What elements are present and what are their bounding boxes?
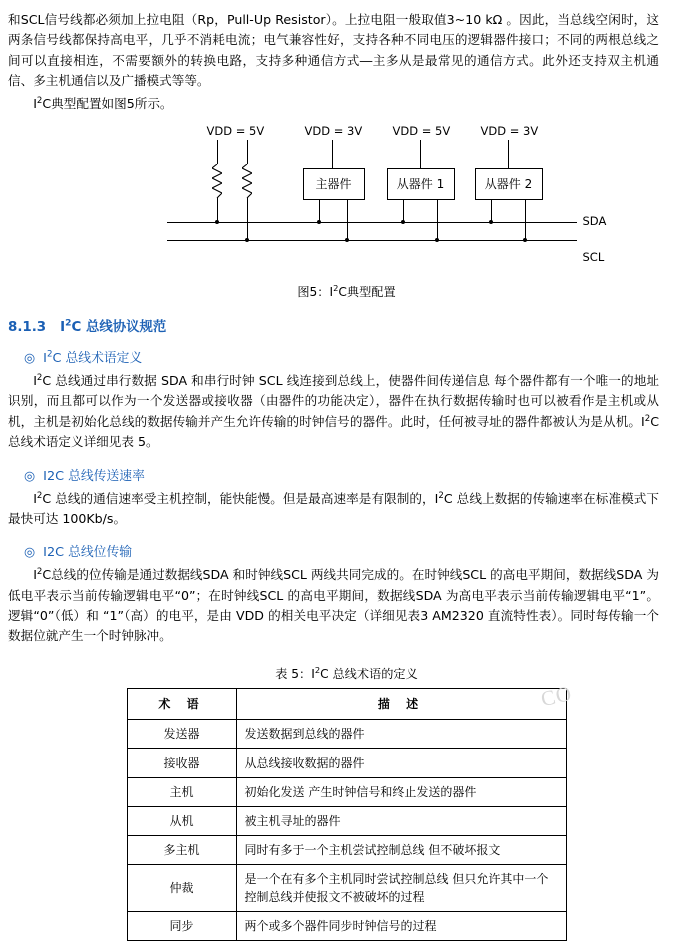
device-3-scl-line — [525, 199, 526, 240]
junction-dot-7 — [489, 220, 493, 224]
sub1-title-superscript: 2 — [46, 349, 53, 360]
sub1-title-suffix: C 总线术语定义 — [52, 350, 143, 366]
i2c-label-mid: C — [42, 95, 52, 111]
table-caption-suffix: C 总线术语的定义 — [320, 666, 418, 681]
table-header-term: 术 语 — [127, 688, 236, 719]
terms-table-wrapper — [127, 680, 575, 941]
table-row — [127, 748, 566, 777]
sub1-body-superscript: 2 — [36, 372, 43, 383]
subsection-body-bit-transfer — [8, 565, 659, 647]
supply-line-1 — [217, 140, 218, 164]
i2c-superscript: 2 — [36, 95, 43, 106]
table-cell-term: 发送器 — [127, 719, 236, 748]
sub2-title: I2C 总线传送速率 — [43, 468, 145, 484]
pullup-line-2 — [247, 198, 248, 240]
terms-table — [127, 688, 567, 941]
sub1-body-superscript-2: 2 — [644, 413, 651, 424]
table-cell-term: 同步 — [127, 911, 236, 940]
supply-line-3 — [332, 140, 333, 168]
supply-line-2 — [247, 140, 248, 164]
sub1-body-lead: I — [33, 372, 37, 388]
vdd-label-2: VDD = 3V — [304, 123, 363, 138]
device-box-slave-2: 从器件 2 — [475, 168, 543, 200]
table-row — [127, 911, 566, 940]
figure-caption-prefix: 图5：I — [297, 284, 334, 299]
sub2-body-tail: C 总线上数据的传输速率在标准模式下最快可达 100Kb/s。 — [8, 490, 659, 526]
junction-dot-4 — [345, 238, 349, 242]
subsection-heading-bit-transfer — [24, 541, 693, 560]
section-heading — [8, 316, 693, 335]
sub2-body-text: C 总线的通信速率受主机控制，能快能慢。但是最高速率是有限制的，I — [42, 490, 439, 506]
figure-reference-text: 典型配置如图5所示。 — [51, 95, 173, 111]
sub2-body-superscript-2: 2 — [438, 490, 444, 501]
table-cell-description: 被主机寻址的器件 — [236, 806, 566, 835]
table-row — [127, 835, 566, 864]
table-header-description: 描 述 — [236, 688, 566, 719]
section-title-suffix: C 总线协议规范 — [71, 319, 167, 335]
device-2-sda-line — [403, 199, 404, 222]
sub3-body-lead: I — [33, 567, 37, 583]
sda-bus-label: SDA — [582, 213, 607, 228]
sub1-title-prefix: I — [43, 350, 47, 366]
subsection-heading-terms — [24, 347, 693, 366]
table-cell-term: 多主机 — [127, 835, 236, 864]
figure-reference-line — [8, 94, 659, 114]
watermark-text: CO — [538, 680, 575, 712]
device-box-slave-1: 从器件 1 — [387, 168, 455, 200]
figure-i2c-typical-configuration — [47, 124, 647, 279]
subsection-body-terms — [8, 371, 659, 453]
table-cell-description: 两个或多个器件同步时钟信号的过程 — [236, 911, 566, 940]
table-row — [127, 777, 566, 806]
sub3-body-text: C总线的位传输是通过数据线SDA 和时钟线SCL 两线共同完成的。在时钟线SCL 的高电平期间，数据线SDA 为低电平表示当前传输逻辑电平“0”；在时钟线SCL 的高电平期间，数据线SDA 为高电平表示当前传输逻辑电平“1”。逻辑“0”（低）和 “1”（高）的电平，是由 VDD 的相关电平决定（详细见表3 AM2320 直流特性表）。同时每传输一个数据位就产生一个时钟脉冲。 — [8, 567, 659, 644]
table-cell-description: 初始化发送 产生时钟信号和终止发送的器件 — [236, 777, 566, 806]
vdd-label-1: VDD = 5V — [206, 123, 265, 138]
pullup-resistor-2-icon — [242, 164, 252, 198]
table-row — [127, 719, 566, 748]
vdd-label-4: VDD = 3V — [480, 123, 539, 138]
junction-dot-3 — [317, 220, 321, 224]
sda-bus-line — [167, 222, 577, 223]
supply-line-4 — [420, 140, 421, 168]
junction-dot-2 — [245, 238, 249, 242]
table-cell-description: 是一个在有多个主机同时尝试控制总线 但只允许其中一个控制总线并使报文不被破坏的过程 — [236, 864, 566, 911]
table-caption-superscript: 2 — [314, 664, 321, 675]
device-3-sda-line — [491, 199, 492, 222]
sub3-body-superscript: 2 — [36, 567, 43, 578]
sub2-body-superscript: 2 — [36, 490, 43, 501]
figure-caption-suffix: C典型配置 — [338, 284, 396, 299]
bullet-icon: ◎ — [24, 545, 36, 561]
bullet-icon: ◎ — [24, 350, 36, 366]
section-title-superscript: 2 — [65, 318, 72, 329]
table-cell-term: 仲裁 — [127, 864, 236, 911]
junction-dot-1 — [215, 220, 219, 224]
device-2-scl-line — [437, 199, 438, 240]
table-cell-term: 主机 — [127, 777, 236, 806]
scl-bus-line — [167, 240, 577, 241]
table-cell-term: 从机 — [127, 806, 236, 835]
device-1-scl-line — [347, 199, 348, 240]
table-caption-prefix: 表 5：I — [275, 666, 315, 681]
pullup-line-1 — [217, 198, 218, 222]
sub3-title: I2C 总线位传输 — [43, 545, 133, 561]
junction-dot-8 — [523, 238, 527, 242]
subsection-heading-speed — [24, 465, 693, 484]
intro-paragraph: 和SCL信号线都必须加上拉电阻（Rp，Pull-Up Resistor）。上拉电阻一般取值3~10 kΩ 。因此，当总线空闲时，这两条信号线都保持高电平，几乎不消耗电流；电气兼容性好，支持各种不同电压的逻辑器件接口；不同的两根总线之间可以直接相连，不需要额外的转换电路，支持多种通信方式―主多从是最常见的通信方式。此外还支持双主机通信、多主机通信以及广播模式等等。 — [8, 12, 659, 89]
bullet-icon: ◎ — [24, 468, 36, 484]
vdd-label-3: VDD = 5V — [392, 123, 451, 138]
table-caption — [0, 665, 693, 682]
sub2-body-lead: I — [33, 490, 37, 506]
junction-dot-5 — [401, 220, 405, 224]
figure-caption — [0, 283, 693, 300]
table-header-row — [127, 688, 566, 719]
device-box-master: 主器件 — [303, 168, 365, 200]
scl-bus-label: SCL — [582, 249, 605, 264]
sub1-body-tail: C 总线术语定义详细见表 5。 — [8, 413, 659, 450]
figure-caption-superscript: 2 — [333, 282, 339, 293]
subsection-body-speed — [8, 489, 659, 530]
section-number: 8.1.3 — [8, 319, 47, 335]
supply-line-5 — [508, 140, 509, 168]
table-row — [127, 806, 566, 835]
pullup-resistor-1-icon — [212, 164, 222, 198]
sub1-body-text: C 总线通过串行数据 SDA 和串行时钟 SCL 线连接到总线上，使器件间传递信息 每个器件都有一个唯一的地址识别，而且都可以作为一个发送器或接收器（由器件的功能决定），器件在执行数据传输时也可以被看作是主机或从机，主机是初始化总线的数据传输并产生允许传输的时钟信号的器件。此时，任何被寻址的器件都被认为是从机。I — [8, 372, 659, 429]
section-title-prefix: I — [60, 319, 66, 335]
i2c-label-prefix: I — [33, 95, 37, 111]
table-cell-description: 同时有多于一个主机尝试控制总线 但不破坏报文 — [236, 835, 566, 864]
table-row — [127, 864, 566, 911]
junction-dot-6 — [435, 238, 439, 242]
device-1-sda-line — [319, 199, 320, 222]
table-cell-description: 从总线接收数据的器件 — [236, 748, 566, 777]
table-cell-term: 接收器 — [127, 748, 236, 777]
table-cell-description: 发送数据到总线的器件 — [236, 719, 566, 748]
